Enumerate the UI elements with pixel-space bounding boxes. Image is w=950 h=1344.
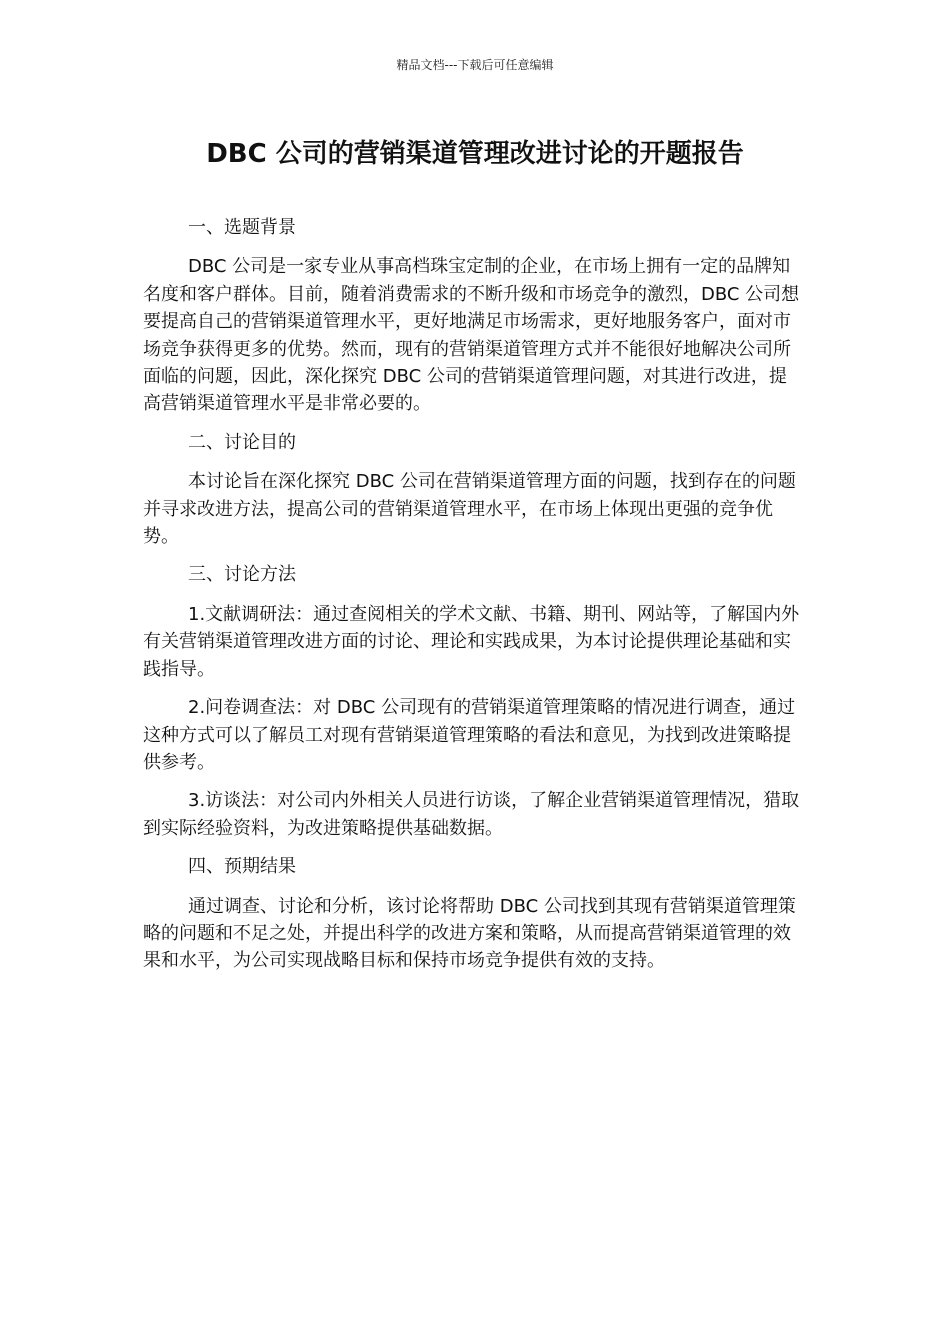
- section-heading: 四、预期结果: [188, 856, 296, 878]
- method-item-interview: 3.访谈法：对公司内外相关人员进行访谈，了解企业营销渠道管理情况，猎取到实际经验资料，为改进策略提供基础数据。: [143, 790, 800, 839]
- section-heading: 一、选题背景: [188, 217, 296, 238]
- section-paragraph: 通过调查、讨论和分析，该讨论将帮助 DBC 公司找到其现有营销渠道管理策略的问题和不足之处，并提出科学的改进方案和策略，从而提高营销渠道管理的效果和水平，为公司实现战略目标和保持市场竞争提供有效的支持。: [143, 895, 796, 972]
- section-results: [143, 853, 803, 975]
- section-heading: 三、讨论方法: [188, 564, 296, 586]
- section-purpose: [143, 429, 803, 551]
- document-title: DBC 公司的营销渠道管理改进讨论的开题报告: [206, 139, 744, 169]
- page-header-note: 精品文档---下载后可任意编辑: [396, 58, 554, 72]
- section-paragraph: DBC 公司是一家专业从事高档珠宝定制的企业，在市场上拥有一定的品牌知名度和客户群体。目前，随着消费需求的不断升级和市场竞争的激烈，DBC 公司想要提高自己的营销渠道管理水平，更好地满足市场需求，更好地服务客户，面对市场竞争获得更多的优势。然而，现有的营销渠道管理方式并不能很好地解决公司所面临的问题，因此，深化探究 DBC 公司的营销渠道管理问题，对其进行改进，提高营销渠道管理水平是非常必要的。: [143, 256, 800, 415]
- section-heading: 二、讨论目的: [188, 431, 296, 453]
- section-paragraph: 本讨论旨在深化探究 DBC 公司在营销渠道管理方面的问题，找到存在的问题并寻求改进方法，提高公司的营销渠道管理水平，在市场上体现出更强的竞争优势。: [143, 471, 796, 548]
- method-item-literature: 1.文献调研法：通过查阅相关的学术文献、书籍、期刊、网站等，了解国内外有关营销渠道管理改进方面的讨论、理论和实践成果，为本讨论提供理论基础和实践指导。: [143, 603, 800, 680]
- document-body: [143, 214, 803, 986]
- section-methods: [143, 561, 803, 842]
- method-item-questionnaire: 2.问卷调查法：对 DBC 公司现有的营销渠道管理策略的情况进行调查，通过这种方式可以了解员工对现有营销渠道管理策略的看法和意见，为找到改进策略提供参考。: [143, 697, 796, 773]
- section-background: [143, 214, 803, 418]
